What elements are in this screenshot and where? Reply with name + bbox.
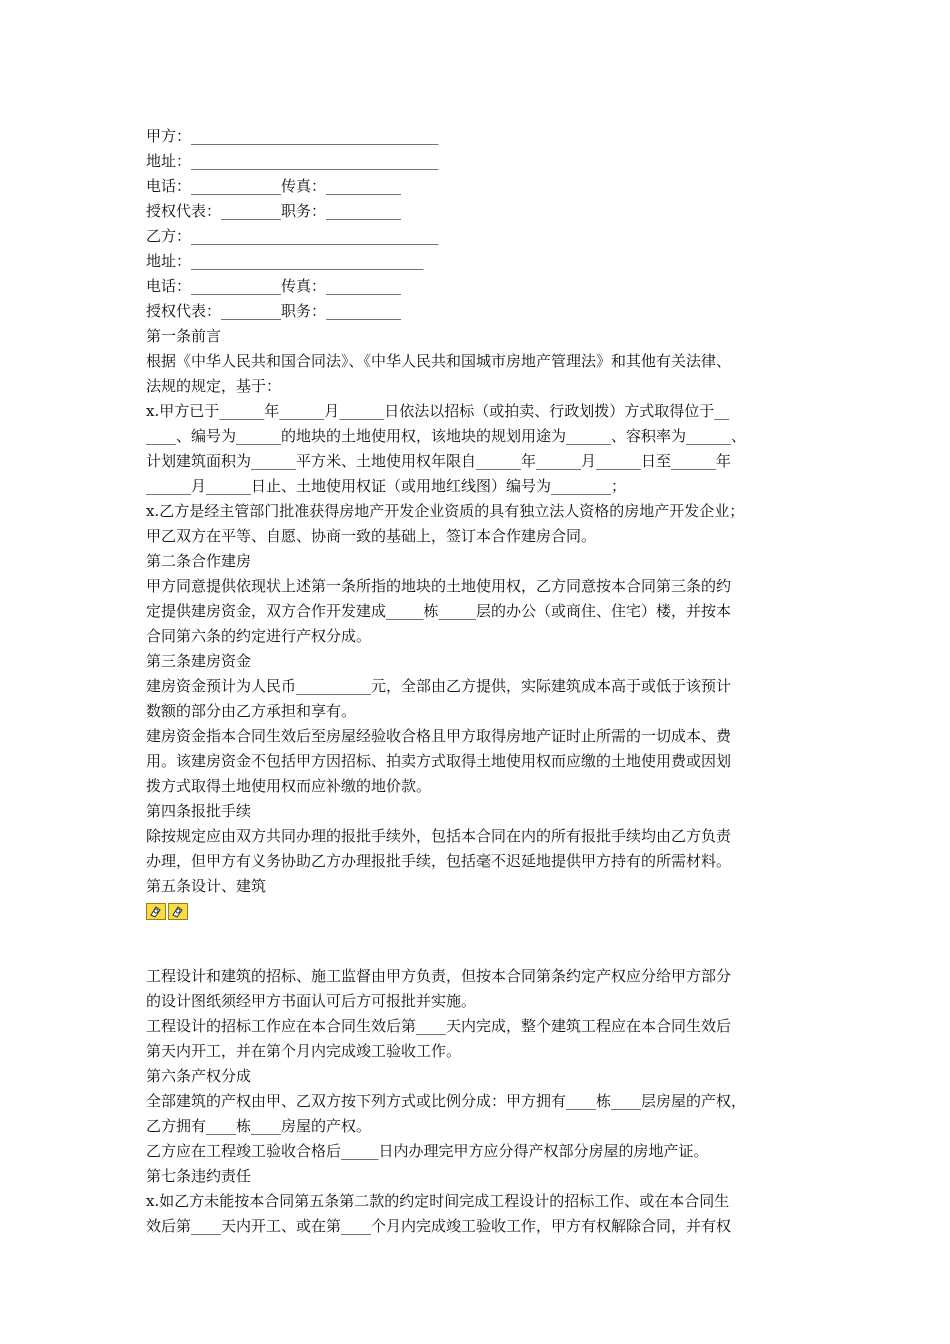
article-6 xyxy=(146,1064,806,1164)
article-4-title: 第四条报批手续 xyxy=(146,802,252,820)
party-b-phone-fax-line: 电话：____________传真：__________ xyxy=(146,277,402,295)
paragraph-line: 甲方同意提供依现状上述第一条所指的地块的土地使用权，乙方同意按本合同第三条的约 xyxy=(146,577,732,595)
paragraph-line: 根据《中华人民共和国合同法》、《中华人民共和国城市房地产管理法》和其他有关法律、 xyxy=(146,352,732,370)
paragraph-line: 计划建筑面积为______平方米、土地使用权年限自______年______月______日至______年 xyxy=(146,452,732,470)
paragraph-line: 拨方式取得土地使用权而应补缴的地价款。 xyxy=(146,777,432,795)
paragraph-line: ____、编号为______的地块的土地使用权，该地块的规划用途为______、容积率为______、 xyxy=(146,427,747,445)
paragraph-line: 用。该建房资金不包括甲方因招标、拍卖方式取得土地使用权而应缴的土地使用费或因划 xyxy=(146,752,732,770)
paragraph-line: 工程设计的招标工作应在本合同生效后第____天内完成，整个建筑工程应在本合同生效后 xyxy=(146,1017,732,1035)
paragraph-line: ______月______日止、土地使用权证（或用地红线图）编号为________； xyxy=(146,477,627,495)
paragraph-line: 建房资金预计为人民币__________元，全部由乙方提供，实际建筑成本高于或低于该预计 xyxy=(146,677,732,695)
paragraph-line: x.如乙方未能按本合同第五条第二款的约定时间完成工程设计的招标工作、或在本合同生 xyxy=(146,1192,730,1210)
paragraph-line: 法规的规定，基于： xyxy=(146,377,282,395)
article-2-title: 第二条合作建房 xyxy=(146,552,252,570)
article-5 xyxy=(146,874,806,1064)
article-4 xyxy=(146,799,806,874)
paragraph-line: 乙方应在工程竣工验收合格后_____日内办理完甲方应分得产权部分房屋的房地产证。 xyxy=(146,1142,709,1160)
article-7-title: 第七条违约责任 xyxy=(146,1167,252,1185)
paragraph-line: x.甲方已于______年______月______日依法以招标（或拍卖、行政划拨）方式取得位于__ xyxy=(146,402,730,420)
party-a-line: 甲方：_________________________________ xyxy=(146,127,439,145)
embedded-icons xyxy=(146,899,806,924)
party-b-address-line: 地址：_______________________________ xyxy=(146,252,424,270)
toolbar-icon xyxy=(146,903,166,920)
paragraph-line: 除按规定应由双方共同办理的报批手续外，包括本合同在内的所有报批手续均由乙方负责 xyxy=(146,827,732,845)
article-6-title: 第六条产权分成 xyxy=(146,1067,252,1085)
parties-block xyxy=(146,124,806,324)
article-5-title: 第五条设计、建筑 xyxy=(146,877,267,895)
paragraph-line: 办理，但甲方有义务协助乙方办理报批手续，包括毫不迟延地提供甲方持有的所需材料。 xyxy=(146,852,732,870)
party-a-address-line: 地址：_________________________________ xyxy=(146,152,439,170)
article-2 xyxy=(146,549,806,649)
article-1 xyxy=(146,324,806,549)
party-a-phone-fax-line: 电话：____________传真：__________ xyxy=(146,177,402,195)
paragraph-line: 甲乙双方在平等、自愿、协商一致的基础上，签订本合作建房合同。 xyxy=(146,527,597,545)
paragraph-line: 第天内开工，并在第个月内完成竣工验收工作。 xyxy=(146,1042,462,1060)
article-3-title: 第三条建房资金 xyxy=(146,652,252,670)
article-3 xyxy=(146,649,806,799)
party-b-line: 乙方：_________________________________ xyxy=(146,227,439,245)
paragraph-line: 合同第六条的约定进行产权分成。 xyxy=(146,627,372,645)
paragraph-line: 工程设计和建筑的招标、施工监督由甲方负责，但按本合同第条约定产权应分给甲方部分 xyxy=(146,967,732,985)
paragraph-line: 建房资金指本合同生效后至房屋经验收合格且甲方取得房地产证时止所需的一切成本、费 xyxy=(146,727,732,745)
article-7 xyxy=(146,1164,806,1239)
paragraph-line: 定提供建房资金，双方合作开发建成_____栋_____层的办公（或商住、住宅）楼，并按本 xyxy=(146,602,732,620)
paragraph-line: 效后第____天内开工、或在第____个月内完成竣工验收工作，甲方有权解除合同，并有权 xyxy=(146,1217,732,1235)
toolbar-icon xyxy=(168,903,188,920)
party-b-representative-line: 授权代表：________职务：__________ xyxy=(146,302,402,320)
paragraph-line: x.乙方是经主管部门批准获得房地产开发企业资质的具有独立法人资格的房地产开发企业； xyxy=(146,502,745,520)
party-a-representative-line: 授权代表：________职务：__________ xyxy=(146,202,402,220)
paragraph-line: 的设计图纸须经甲方书面认可后方可报批并实施。 xyxy=(146,992,477,1010)
article-1-title: 第一条前言 xyxy=(146,327,222,345)
paragraph-line: 全部建筑的产权由甲、乙双方按下列方式或比例分成：甲方拥有____栋____层房屋的产权， xyxy=(146,1092,747,1110)
paragraph-line: 数额的部分由乙方承担和享有。 xyxy=(146,702,357,720)
paragraph-line: 乙方拥有____栋____房屋的产权。 xyxy=(146,1117,372,1135)
contract-document xyxy=(146,124,806,1239)
